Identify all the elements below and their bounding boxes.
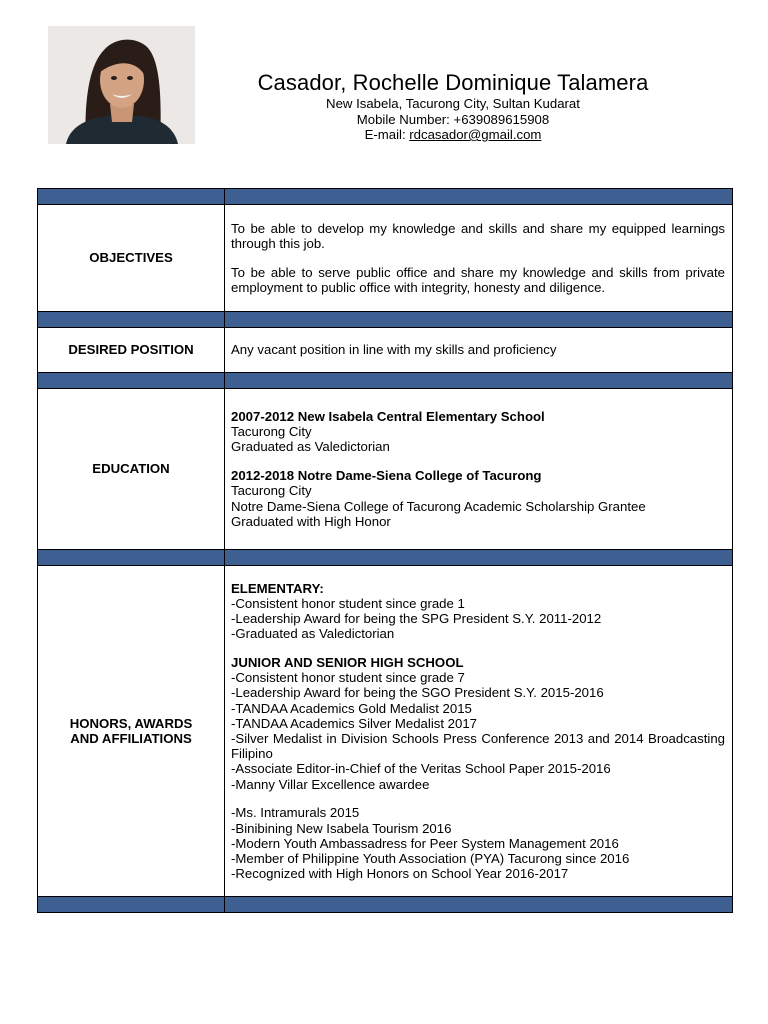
education-row <box>38 389 733 550</box>
education-entry-line: Tacurong City <box>231 483 312 499</box>
honor-item: -TANDAA Academics Gold Medalist 2015 <box>231 700 472 716</box>
education-entry-line: Tacurong City <box>231 424 312 440</box>
honors-group-title: ELEMENTARY: <box>231 580 324 596</box>
section-divider <box>38 189 733 205</box>
honor-item: -Graduated as Valedictorian <box>231 626 395 642</box>
honor-item: -Associate Editor-in-Chief of the Veritas School Paper 2015-2016 <box>231 761 611 777</box>
honor-item: -Leadership Award for being the SPG President S.Y. 2011-2012 <box>231 611 602 627</box>
section-divider <box>38 550 733 566</box>
objective-2: To be able to serve public office and share my knowledge and skills from private employment to public office with integrity, honesty and diligence. <box>231 264 725 295</box>
honors-row <box>38 566 733 897</box>
education-entry-line: Graduated as Valedictorian <box>231 439 390 455</box>
resume-table <box>37 188 733 913</box>
honors-content <box>225 566 733 897</box>
section-divider <box>38 373 733 389</box>
honors-group-title: JUNIOR AND SENIOR HIGH SCHOOL <box>231 654 464 670</box>
honor-item: -Silver Medalist in Division Schools Press Conference 2013 and 2014 Broadcasting Filipino <box>231 731 725 762</box>
education-entry-line: Notre Dame-Siena College of Tacurong Academic Scholarship Grantee <box>231 498 646 514</box>
objectives-row <box>38 205 733 312</box>
honor-item: -Recognized with High Honors on School Year 2016-2017 <box>231 866 569 882</box>
resume-header <box>230 70 676 143</box>
education-entry-title: 2012-2018 Notre Dame-Siena College of Tacurong <box>231 468 542 484</box>
honor-item: -Binibining New Isabela Tourism 2016 <box>231 820 452 836</box>
honor-item: -Ms. Intramurals 2015 <box>231 805 360 821</box>
email-line <box>230 127 676 143</box>
education-entry-line: Graduated with High Honor <box>231 513 391 529</box>
honors-label-line: AND AFFILIATIONS <box>70 731 192 746</box>
honors-label <box>38 566 225 897</box>
education-content <box>225 389 733 550</box>
email-label: E-mail: <box>364 127 410 142</box>
honors-label-line: HONORS, AWARDS <box>69 715 193 731</box>
honor-item: -TANDAA Academics Silver Medalist 2017 <box>231 715 478 731</box>
applicant-name: Casador, Rochelle Dominique Talamera <box>257 70 649 95</box>
objective-1: To be able to develop my knowledge and skills and share my equipped learnings through this job. <box>231 220 725 252</box>
mobile-number: Mobile Number: +639089615908 <box>356 111 550 127</box>
desired-position-row <box>38 328 733 373</box>
honor-item: -Consistent honor student since grade 7 <box>231 670 465 686</box>
desired-position-text: Any vacant position in line with my skills and proficiency <box>225 328 733 373</box>
objectives-label: OBJECTIVES <box>38 205 225 312</box>
profile-photo-image <box>48 26 195 144</box>
profile-photo <box>48 26 195 144</box>
honor-item: -Manny Villar Excellence awardee <box>231 776 430 792</box>
honor-item: -Member of Philippine Youth Association (PYA) Tacurong since 2016 <box>231 850 630 866</box>
section-divider <box>38 897 733 913</box>
education-label: EDUCATION <box>38 389 225 550</box>
honor-item: -Modern Youth Ambassadress for Peer System Management 2016 <box>231 835 619 851</box>
objectives-content <box>225 205 733 312</box>
section-divider <box>38 312 733 328</box>
honor-item: -Leadership Award for being the SGO President S.Y. 2015-2016 <box>231 685 604 701</box>
address: New Isabela, Tacurong City, Sultan Kudarat <box>326 96 580 111</box>
education-entry-title: 2007-2012 New Isabela Central Elementary School <box>231 409 545 425</box>
desired-position-label: DESIRED POSITION <box>38 328 225 373</box>
honor-item: -Consistent honor student since grade 1 <box>231 595 465 611</box>
email-link[interactable]: rdcasador@gmail.com <box>409 127 542 142</box>
